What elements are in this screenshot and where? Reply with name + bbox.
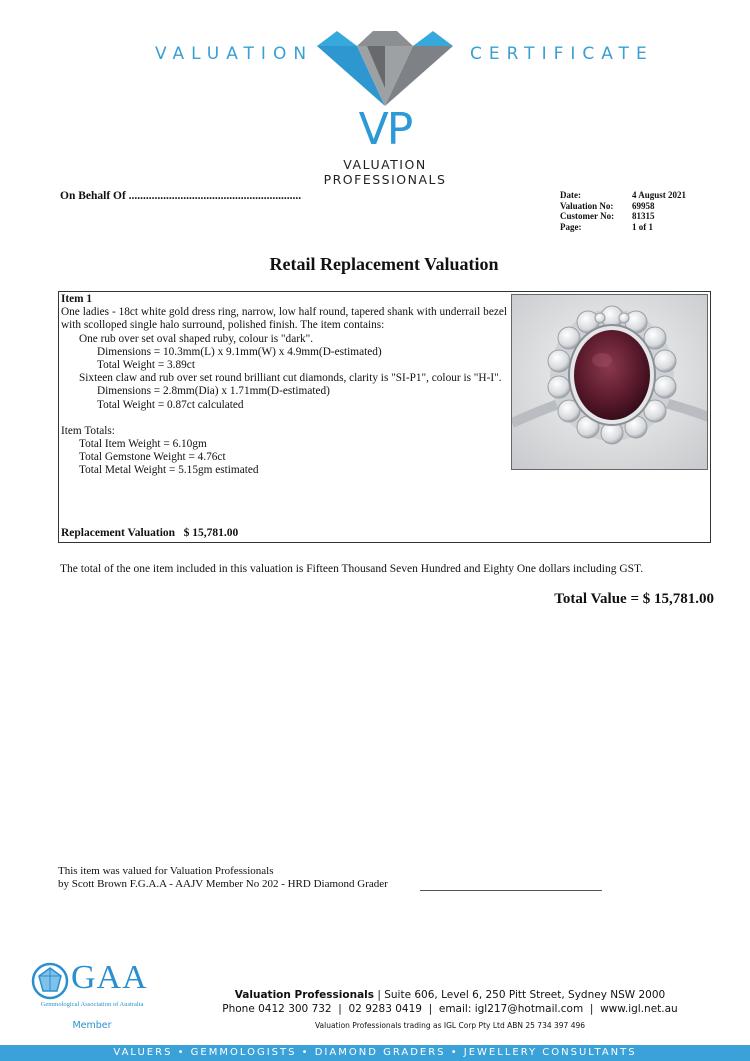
diamond-dimensions: Dimensions = 2.8mm(Dia) x 1.71mm(D-estimated)	[97, 385, 330, 398]
footer-company-name: Valuation Professionals	[234, 989, 375, 1001]
total-sentence: The total of the one item included in this valuation is Fifteen Thousand Seven Hundred and Eighty One dollars including GST.	[60, 563, 644, 575]
header-valuation-word: VALUATION	[155, 44, 314, 64]
footer-services-band: VALUERS • GEMMOLOGISTS • DIAMOND GRADERS • JEWELLERY CONSULTANTS	[0, 1045, 750, 1061]
gaa-member-label: Member	[72, 1020, 112, 1031]
item-general-description: One ladies - 18ct white gold dress ring, narrow, low half round, tapered shank with underrail bezel with scolloped single halo surround, polished finish. The item contains:	[61, 306, 507, 332]
signature-line	[420, 890, 602, 891]
meta-row-customer-no: Customer No: 81315	[560, 211, 655, 221]
signoff-block	[58, 865, 388, 891]
total-gemstone-weight: Total Gemstone Weight = 4.76ct	[79, 451, 226, 464]
ruby-weight: Total Weight = 3.89ct	[97, 359, 195, 372]
gaa-name: GAA	[71, 959, 148, 996]
footer-contact-line: Phone 0412 300 732 | 02 9283 0419 | email: igl217@hotmail.com | www.igl.net.au	[222, 1003, 678, 1015]
valuation-meta-block	[560, 190, 686, 232]
header-certificate-word: CERTIFICATE	[470, 44, 654, 64]
meta-row-valuation-no: Valuation No: 69958	[560, 200, 655, 211]
meta-row-page: Page: 1 of 1	[560, 221, 653, 232]
diamond-logo-icon	[313, 28, 457, 108]
logo-vp-letters: VP	[358, 104, 412, 155]
footer-trading-line: Valuation Professionals trading as IGL Corp Pty Ltd ABN 25 734 397 496	[314, 1021, 586, 1030]
ruby-description: One rub over set oval shaped ruby, colour is "dark".	[79, 332, 314, 345]
signoff-line-1: This item was valued for Valuation Professionals	[58, 865, 274, 877]
ruby-ring-icon	[512, 295, 708, 470]
on-behalf-of-field: On Behalf Of ............................................................	[60, 190, 302, 202]
total-item-weight: Total Item Weight = 6.10gm	[79, 438, 207, 451]
item-heading: Item 1	[61, 293, 93, 305]
meta-row-date: Date: 4 August 2021	[560, 190, 687, 200]
signoff-line-2: by Scott Brown F.G.A.A - AAJV Member No 202 - HRD Diamond Grader	[58, 878, 388, 890]
document-title: Retail Replacement Valuation	[269, 254, 499, 274]
diamond-description: Sixteen claw and rub over set round brilliant cut diamonds, clarity is "SI-P1", colour is "H-I".	[79, 372, 502, 385]
item-box	[58, 291, 711, 543]
logo-subtitle-professionals: PROFESSIONALS	[323, 172, 447, 187]
gaa-association: Gemmological Association of Australia	[40, 1001, 144, 1008]
diamond-weight: Total Weight = 0.87ct calculated	[97, 398, 244, 411]
footer-address-line	[160, 989, 740, 1001]
total-value: Total Value = $ 15,781.00	[554, 591, 714, 607]
ruby-dimensions: Dimensions = 10.3mm(L) x 9.1mm(W) x 4.9mm(D-estimated)	[97, 345, 382, 358]
total-metal-weight: Total Metal Weight = 5.15gm estimated	[79, 464, 259, 477]
ring-photo	[511, 294, 708, 470]
logo-subtitle-valuation: VALUATION	[343, 157, 427, 172]
gaa-gem-icon	[30, 962, 70, 1000]
replacement-valuation: Replacement Valuation $ 15,781.00	[61, 527, 239, 539]
item-totals-heading: Item Totals:	[61, 424, 115, 437]
item-description	[61, 293, 507, 478]
footer-address: | Suite 606, Level 6, 250 Pitt Street, Sydney NSW 2000	[374, 989, 666, 1001]
